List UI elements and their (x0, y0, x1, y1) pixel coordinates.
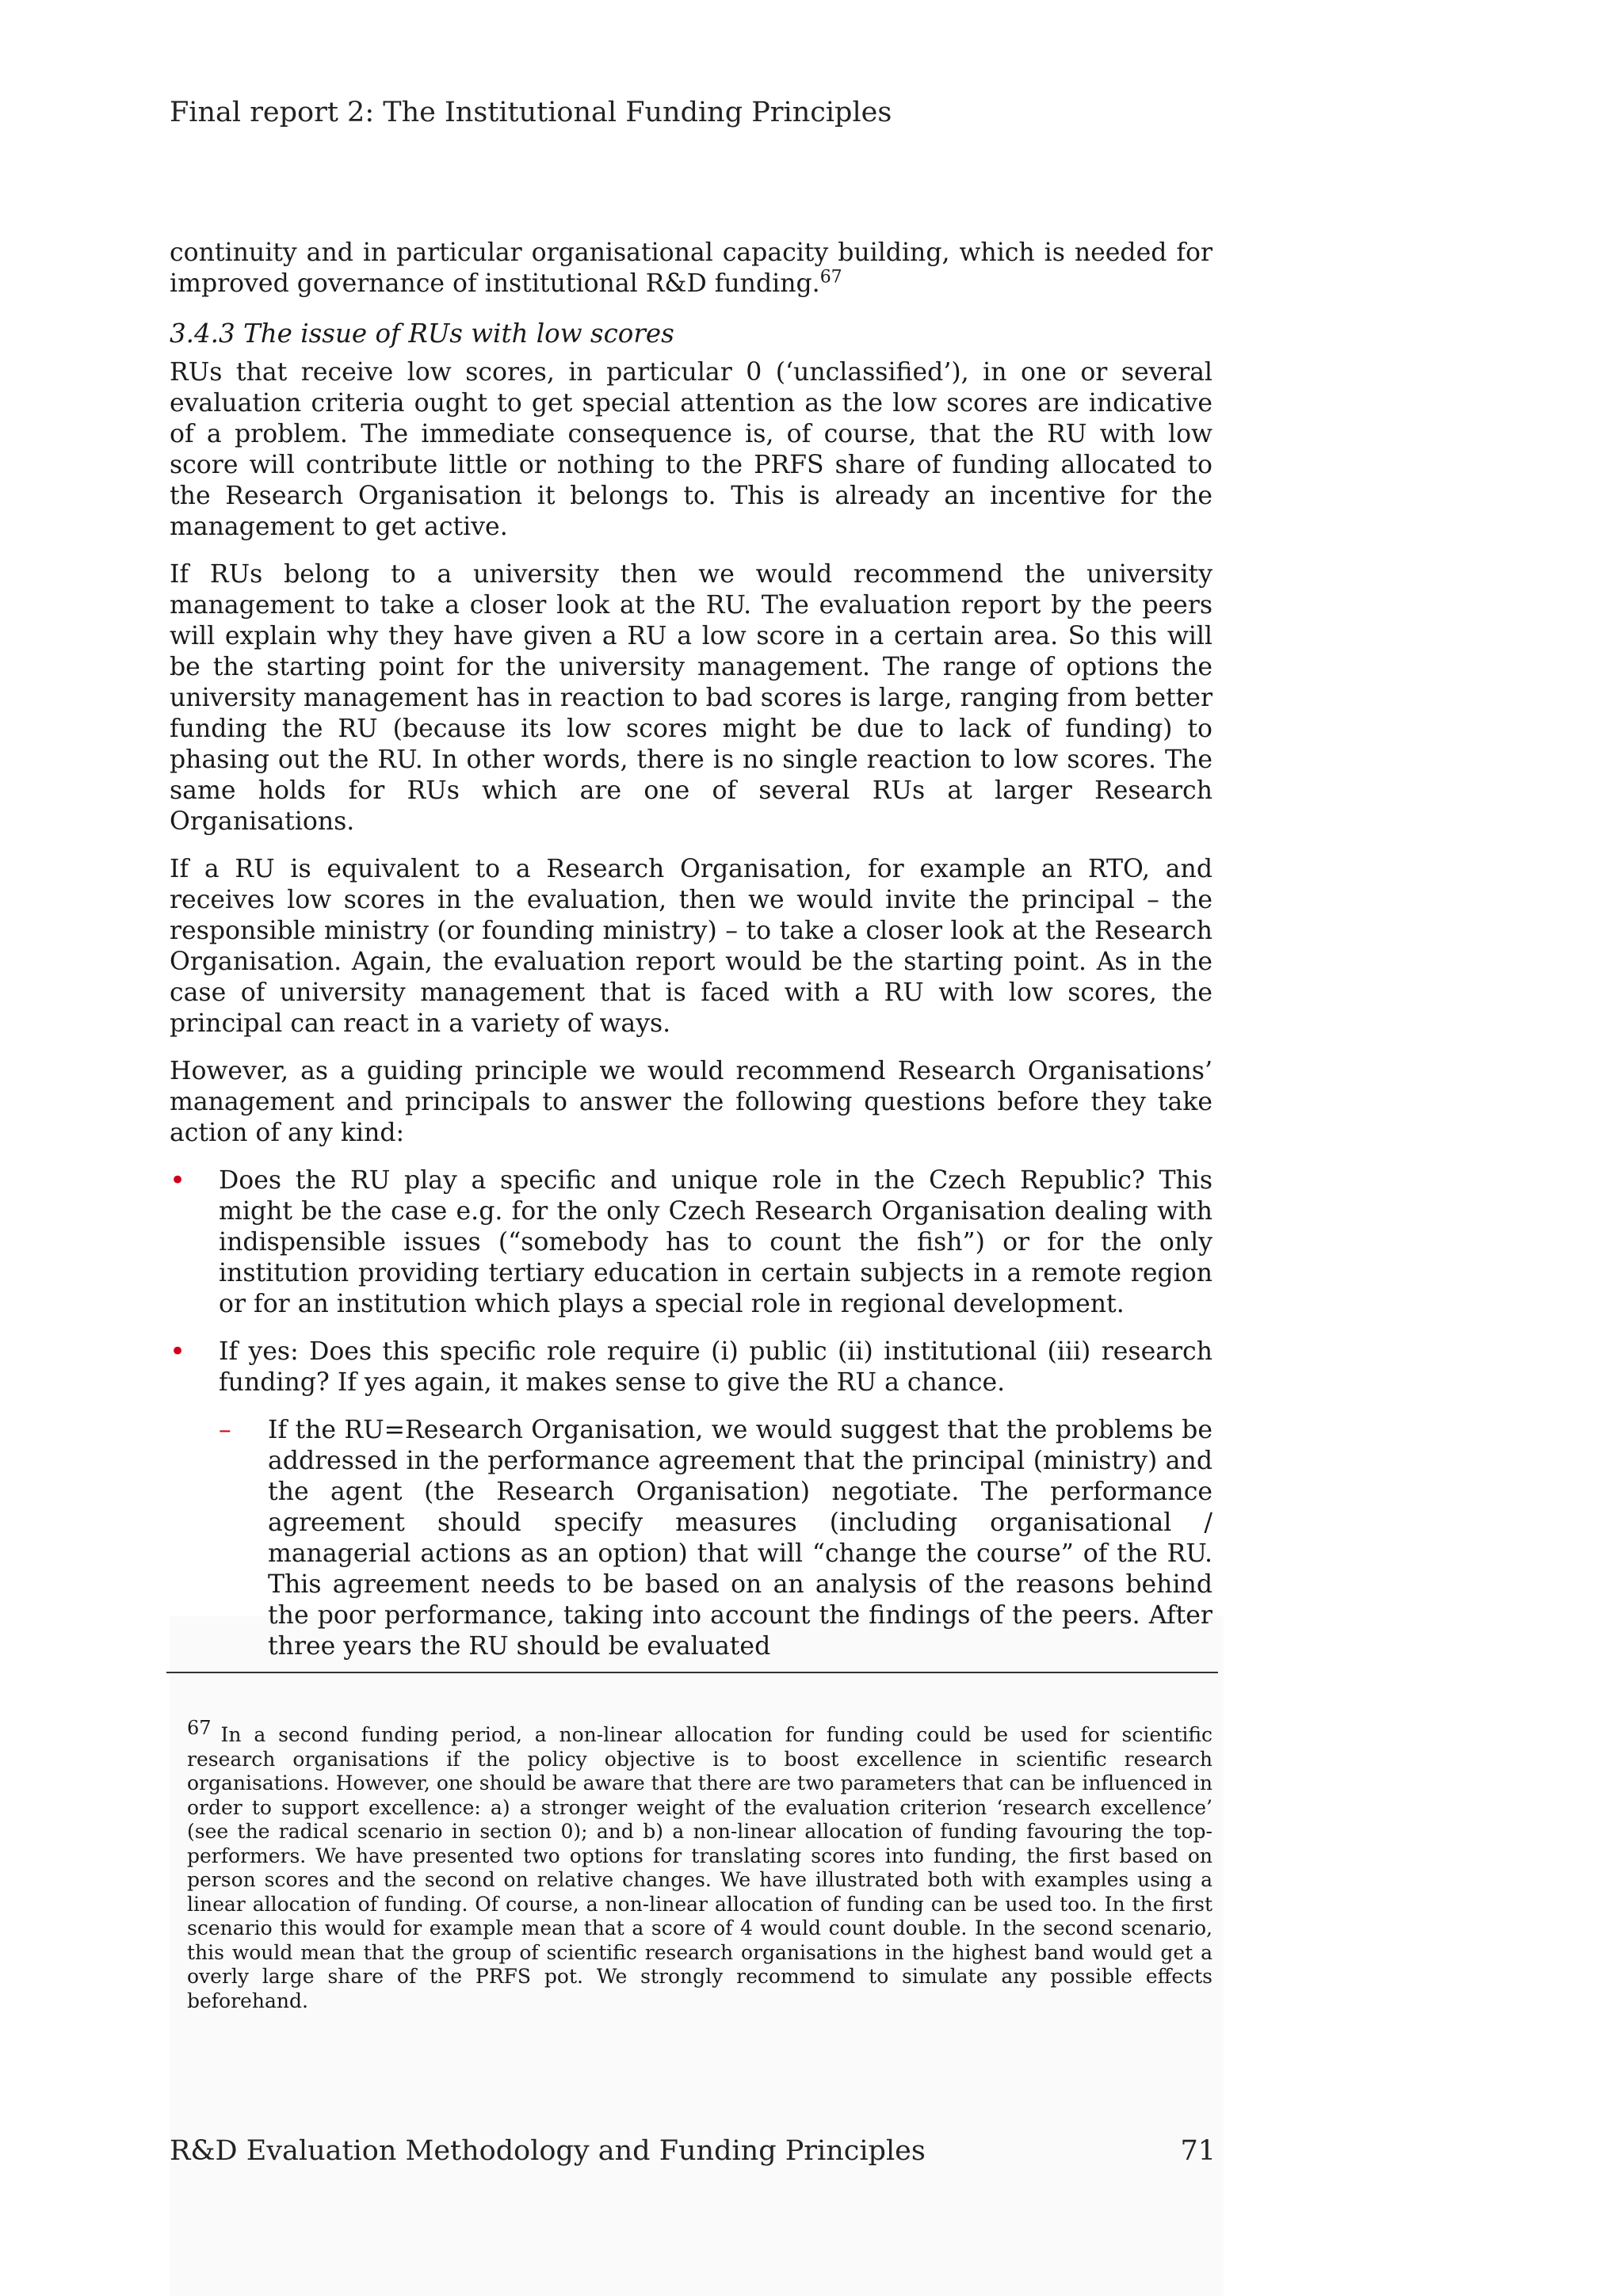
paragraph-university: If RUs belong to a university then we would recommend the university management to take a closer look at the RU. The evaluation report by the peers will explain why they have given a RU a low score in a certain area. So this will be the starting point for the university management. The range of options the university management has in reaction to bad scores is large, ranging from better funding the RU (because its low scores might be due to lack of funding) to phasing out the RU. In other words, there is no single reaction to low scores. The same holds for RUs which are one of several RUs at larger Research Organisations. (170, 560, 1212, 836)
list-item (170, 1165, 1212, 1320)
paragraph-continuation (170, 238, 1212, 299)
sub-list-item-text: If the RU=Research Organisation, we would suggest that the problems be addressed in the performance agreement that the principal (ministry) and the agent (the Research Organisation) negotiate. The performance agreement should specify measures (including organisational / managerial actions as an option) that will “change the course” of the RU. This agreement needs to be based on an analysis of the reasons behind the poor performance, taking into account the findings of the peers. After three years the RU should be evaluated (268, 1416, 1212, 1661)
running-header: Final report 2: The Institutional Funding Principles (170, 97, 892, 128)
footnote-body (170, 1716, 1212, 2013)
running-footer: R&D Evaluation Methodology and Funding Principles (170, 2135, 926, 2167)
paragraph-low-scores: RUs that receive low scores, in particular 0 (‘unclassified’), in one or several evaluation criteria ought to get special attention as the low scores are indicative of a problem. The immediate consequence is, of course, that the RU with low score will contribute little or nothing to the PRFS share of funding allocated to the Research Organisation it belongs to. This is already an incentive for the management to get active. (170, 358, 1212, 541)
list-item-text: Does the RU play a specific and unique role in the Czech Republic? This might be the case e.g. for the only Czech Research Organisation dealing with indispensible issues (“somebody has to count the fish”) or for the only institution providing tertiary education in certain subjects in a remote region or for an institution which plays a special role in regional development. (219, 1166, 1212, 1318)
footnote (170, 1716, 1212, 2013)
paragraph-text: continuity and in particular organisational capacity building, which is needed for improved governance of institutional R&D funding. (170, 238, 1212, 298)
footnote-number: 67 (187, 1716, 212, 1739)
page-number: 71 (1180, 2135, 1216, 2167)
body-text (170, 238, 1212, 1662)
bullet-icon: • (170, 1165, 186, 1196)
list-item (170, 1337, 1212, 1398)
paragraph-guiding-principle: However, as a guiding principle we would recommend Research Organisations’ management and principals to answer the following questions before they take action of any kind: (170, 1057, 1212, 1147)
dash-icon: – (219, 1416, 231, 1444)
bullet-icon: • (170, 1336, 186, 1367)
footnote-reference[interactable]: 67 (819, 267, 842, 288)
footnote-text: In a second funding period, a non-linear allocation for funding could be used for scientific research organisations if the policy objective is to boost excellence in scientific research organisations. However, one should be aware that there are two parameters that can be influenced in order to support excellence: a) a stronger weight of the evaluation criterion ‘research excellence’ (see the radical scenario in section 0); and b) a non-linear allocation of funding favouring the top-performers. We have presented two options for translating scores into funding, the first based on person scores and the second on relative changes. We have illustrated both with examples using a linear allocation of funding. Of course, a non-linear allocation of funding can be used too. In the first scenario this would for example mean that a score of 4 would count double. In the second scenario, this would mean that the group of scientific research organisations in the highest band would get a overly large share of the PRFS pot. We strongly recommend to simulate any possible effects beforehand. (187, 1723, 1212, 2012)
list-item-text: If yes: Does this specific role require (i) public (ii) institutional (iii) research funding? If yes again, it makes sense to give the RU a chance. (219, 1337, 1212, 1397)
sub-list-item (170, 1415, 1212, 1662)
question-list (170, 1165, 1212, 1398)
paragraph-research-organisation: If a RU is equivalent to a Research Organisation, for example an RTO, and receives low scores in the evaluation, then we would invite the principal – the responsible ministry (or founding ministry) – to take a closer look at the Research Organisation. Again, the evaluation report would be the starting point. As in the case of university management that is faced with a RU with low scores, the principal can react in a variety of ways. (170, 855, 1212, 1038)
footnote-separator (166, 1672, 1218, 1673)
section-heading: 3.4.3 The issue of RUs with low scores (170, 318, 674, 349)
